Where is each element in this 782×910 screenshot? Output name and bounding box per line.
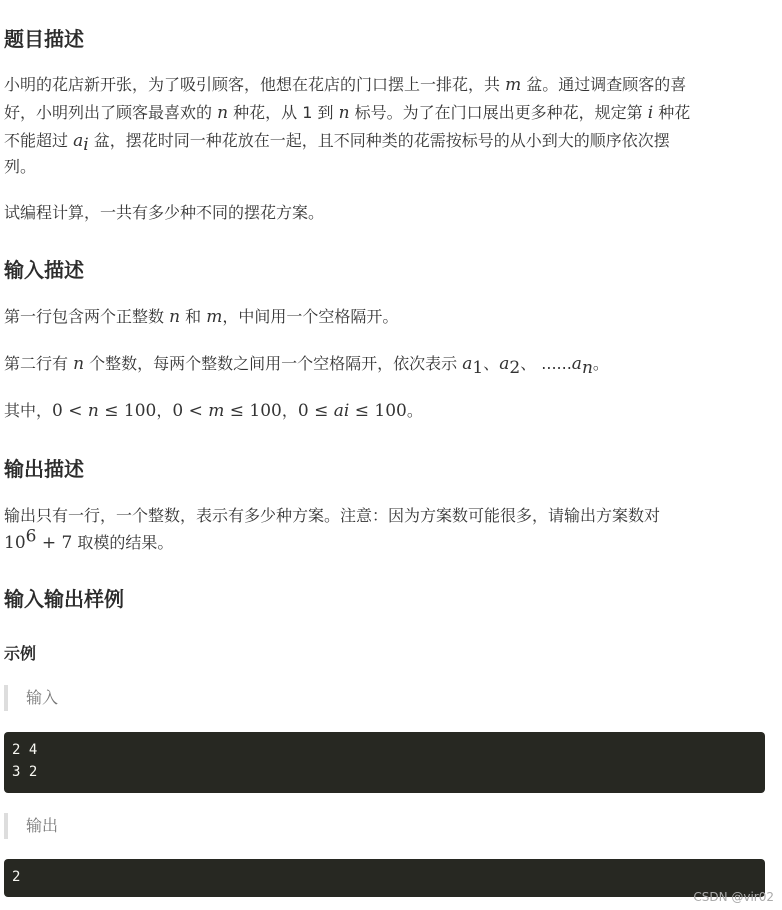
input-line1: 第一行包含两个正整数 n 和 m，中间用一个空格隔开。 (4, 307, 399, 327)
input-label-quote: 输入 (4, 685, 58, 711)
csdn-watermark: CSDN @vir02 (693, 890, 774, 904)
input-constraints: 其中，0 < n ≤ 100，0 < m ≤ 100，0 ≤ ai ≤ 100。 (4, 401, 423, 421)
problem-para1-line1: 小明的花店新开张，为了吸引顾客，他想在花店的门口摆上一排花，共 m 盆。通过调查顾客的喜 (4, 75, 687, 95)
problem-para1-line2: 好，小明列出了顾客最喜欢的 n 种花，从 1 到 n 标号。为了在门口展出更多种花，规定第 i 种花 (4, 103, 691, 123)
example-label: 示例 (4, 644, 37, 663)
sample-output-code[interactable]: 2 (4, 859, 765, 897)
input-line2: 第二行有 n 个整数，每两个整数之间用一个空格隔开，依次表示 $a_1$、$a_2$、 $......a_n$。 (4, 354, 609, 379)
output-label-quote: 输出 (4, 813, 58, 839)
sample-input-code[interactable]: 2 4 3 2 (4, 732, 765, 793)
output-line2: $10^6 + 7$ 取模的结果。 (4, 526, 174, 553)
output-line1: 输出只有一行，一个整数，表示有多少种方案。注意：因为方案数可能很多，请输出方案数对 (4, 506, 661, 525)
problem-para1-line3: 不能超过 $a_i$ 盆，摆花时同一种花放在一起，且不同种类的花需按标号的从小到大的顺序依次摆 (4, 131, 670, 156)
problem-para2: 试编程计算，一共有多少种不同的摆花方案。 (4, 203, 325, 222)
output-description-heading: 输出描述 (4, 457, 84, 481)
problem-description-heading: 题目描述 (4, 27, 84, 51)
samples-heading: 输入输出样例 (4, 587, 124, 611)
input-description-heading: 输入描述 (4, 258, 84, 282)
problem-para1-line4: 列。 (4, 157, 37, 176)
